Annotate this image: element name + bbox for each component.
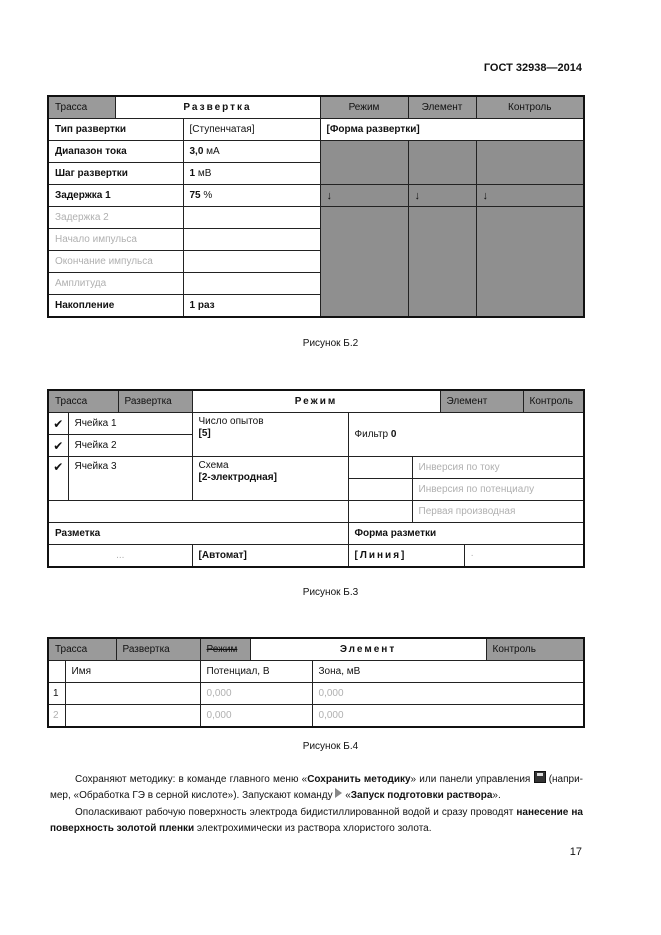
scan-step-unit: мВ <box>195 168 212 179</box>
pulse-start-field <box>183 229 320 251</box>
filter-field[interactable] <box>348 413 584 457</box>
electrode-scheme-value: [2-электродная] <box>198 472 277 483</box>
potential-column-header: Потенциал, В <box>200 661 312 683</box>
cell-3-label: Ячейка 3 <box>68 457 192 501</box>
checkmark-icon[interactable]: ✔ <box>48 435 68 457</box>
potential-inversion-checkbox[interactable] <box>348 479 412 501</box>
scan-settings-panel <box>47 95 585 318</box>
markup-line-select[interactable]: [Линия] <box>348 545 464 568</box>
delay1-label: Задержка 1 <box>48 185 183 207</box>
electrode-scheme-label: Схема <box>198 460 229 471</box>
current-inversion-label: Инверсия по току <box>412 457 584 479</box>
scan-form-preview-6 <box>476 207 584 318</box>
row-number: 2 <box>48 705 65 728</box>
down-arrow-icon[interactable]: ↓ <box>320 185 408 207</box>
checkmark-icon[interactable]: ✔ <box>48 413 68 435</box>
paragraph-gold-film <box>50 805 583 837</box>
zone-field[interactable]: 0,000 <box>312 683 584 705</box>
tab-trassa[interactable]: Трасса <box>48 96 115 119</box>
tab-razvertka[interactable]: Развертка <box>115 96 320 119</box>
experiments-count-field[interactable] <box>192 413 348 457</box>
text-fragment: (напри-мер, «Обработка ГЭ в серной кислоте»). Запускают команду <box>50 774 583 801</box>
element-settings-panel <box>47 637 585 728</box>
accumulation-label: Накопление <box>48 295 183 318</box>
accumulation-field[interactable]: 1 раз <box>183 295 320 318</box>
delay1-field[interactable] <box>183 185 320 207</box>
tab-element-kontrol[interactable] <box>440 390 584 413</box>
tab-rezhim[interactable]: Режим <box>320 96 408 119</box>
table-row <box>48 705 584 728</box>
experiments-count-value: [5] <box>198 428 211 439</box>
tab-razvertka[interactable]: Развертка <box>116 638 200 661</box>
tab-trassa[interactable]: Трасса <box>48 390 118 413</box>
figure-caption: Рисунок Б.4 <box>302 741 359 752</box>
filter-label: Фильтр <box>354 429 391 440</box>
cell-1-label: Ячейка 1 <box>68 413 192 435</box>
tab-razvertka[interactable]: Развертка <box>118 390 192 413</box>
cell-2-label: Ячейка 2 <box>68 435 192 457</box>
text-fragment: электрохимически из раствора хлористого золота. <box>194 823 432 834</box>
menu-command-run: Запуск подготовки раствора <box>350 790 493 801</box>
scan-form-preview-3 <box>476 141 584 185</box>
electrode-scheme-field[interactable] <box>192 457 348 501</box>
figure-caption: Рисунок Б.3 <box>302 587 359 598</box>
delay1-unit: % <box>200 190 213 201</box>
scan-step-label: Шаг развертки <box>48 163 183 185</box>
markup-label: Разметка <box>48 523 348 545</box>
pulse-end-label: Окончание импульса <box>48 251 183 273</box>
paragraph-save-method <box>50 771 583 804</box>
menu-command-save: Сохранить методику <box>307 774 411 785</box>
zone-column-header: Зона, мВ <box>312 661 584 683</box>
text-fragment: » или панели управления <box>410 774 534 785</box>
delay2-field <box>183 207 320 229</box>
tab-trassa[interactable]: Трасса <box>48 638 116 661</box>
current-inversion-checkbox[interactable] <box>348 457 412 479</box>
scan-form-preview-2 <box>408 141 476 185</box>
tab-rezhim[interactable]: Режим <box>192 390 440 413</box>
filter-value: 0 <box>390 429 397 440</box>
document-code: ГОСТ 32938—2014 <box>483 62 582 74</box>
delay1-value: 75 <box>189 190 201 201</box>
current-range-unit: мА <box>203 146 220 157</box>
save-icon <box>534 771 546 783</box>
scan-form-preview-1 <box>320 141 408 185</box>
scan-type-label: Тип развертки <box>48 119 183 141</box>
current-range-label: Диапазон тока <box>48 141 183 163</box>
page-number: 17 <box>569 846 582 858</box>
row-number-header <box>48 661 65 683</box>
figure-caption: Рисунок Б.2 <box>302 338 359 349</box>
potential-field[interactable]: 0,000 <box>200 683 312 705</box>
mode-settings-panel <box>47 389 585 568</box>
scan-form-label[interactable]: [Форма развертки] <box>320 119 584 141</box>
tab-kontrol[interactable]: Контроль <box>486 638 584 661</box>
first-derivative-checkbox[interactable] <box>348 501 412 523</box>
markup-form-label: Форма разметки <box>348 523 584 545</box>
tab-element[interactable]: Элемент <box>408 96 476 119</box>
down-arrow-icon[interactable]: ↓ <box>476 185 584 207</box>
table-row <box>48 683 584 705</box>
element-name-field[interactable] <box>65 683 200 705</box>
tab-kontrol[interactable]: Контроль <box>476 96 584 119</box>
tab-element[interactable]: Элемент <box>441 391 524 412</box>
text-fragment: ». <box>492 790 501 801</box>
emphasis-gold-film: нанесение на поверхность золотой пленки <box>50 807 583 834</box>
empty-area <box>48 501 348 523</box>
checkmark-icon[interactable]: ✔ <box>48 457 68 501</box>
element-name-field[interactable] <box>65 705 200 728</box>
potential-inversion-label: Инверсия по потенциалу <box>412 479 584 501</box>
pulse-end-field <box>183 251 320 273</box>
scan-step-field[interactable] <box>183 163 320 185</box>
first-derivative-label: Первая производная <box>412 501 584 523</box>
text-fragment: « <box>342 790 351 801</box>
tab-element[interactable]: Элемент <box>250 638 486 661</box>
experiments-count-label: Число опытов <box>198 416 264 427</box>
name-column-header: Имя <box>65 661 200 683</box>
scan-form-preview-4 <box>320 207 408 318</box>
row-number: 1 <box>48 683 65 705</box>
scan-form-preview-5 <box>408 207 476 318</box>
scan-type-select[interactable]: [Ступенчатая] <box>183 119 320 141</box>
text-fragment: Ополаскивают рабочую поверхность электрода бидистиллированной водой и сразу проводят <box>75 807 517 818</box>
scan-step-value: 1 <box>189 168 196 179</box>
amplitude-label: Амплитуда <box>48 273 183 295</box>
zone-field[interactable]: 0,000 <box>312 705 584 728</box>
markup-left-field[interactable]: ... <box>48 545 192 568</box>
current-range-value: 3,0 <box>189 146 204 157</box>
potential-field[interactable]: 0,000 <box>200 705 312 728</box>
text-fragment: Сохраняют методику: в команде главного меню « <box>75 774 308 785</box>
current-range-field[interactable] <box>183 141 320 163</box>
delay2-label: Задержка 2 <box>48 207 183 229</box>
amplitude-field <box>183 273 320 295</box>
tab-rezhim[interactable]: Режим <box>200 638 250 661</box>
tab-kontrol[interactable]: Контроль <box>529 396 573 407</box>
markup-mode-select[interactable]: [Автомат] <box>192 545 348 568</box>
markup-right-field[interactable]: · <box>464 545 584 568</box>
pulse-start-label: Начало импульса <box>48 229 183 251</box>
down-arrow-icon[interactable]: ↓ <box>408 185 476 207</box>
